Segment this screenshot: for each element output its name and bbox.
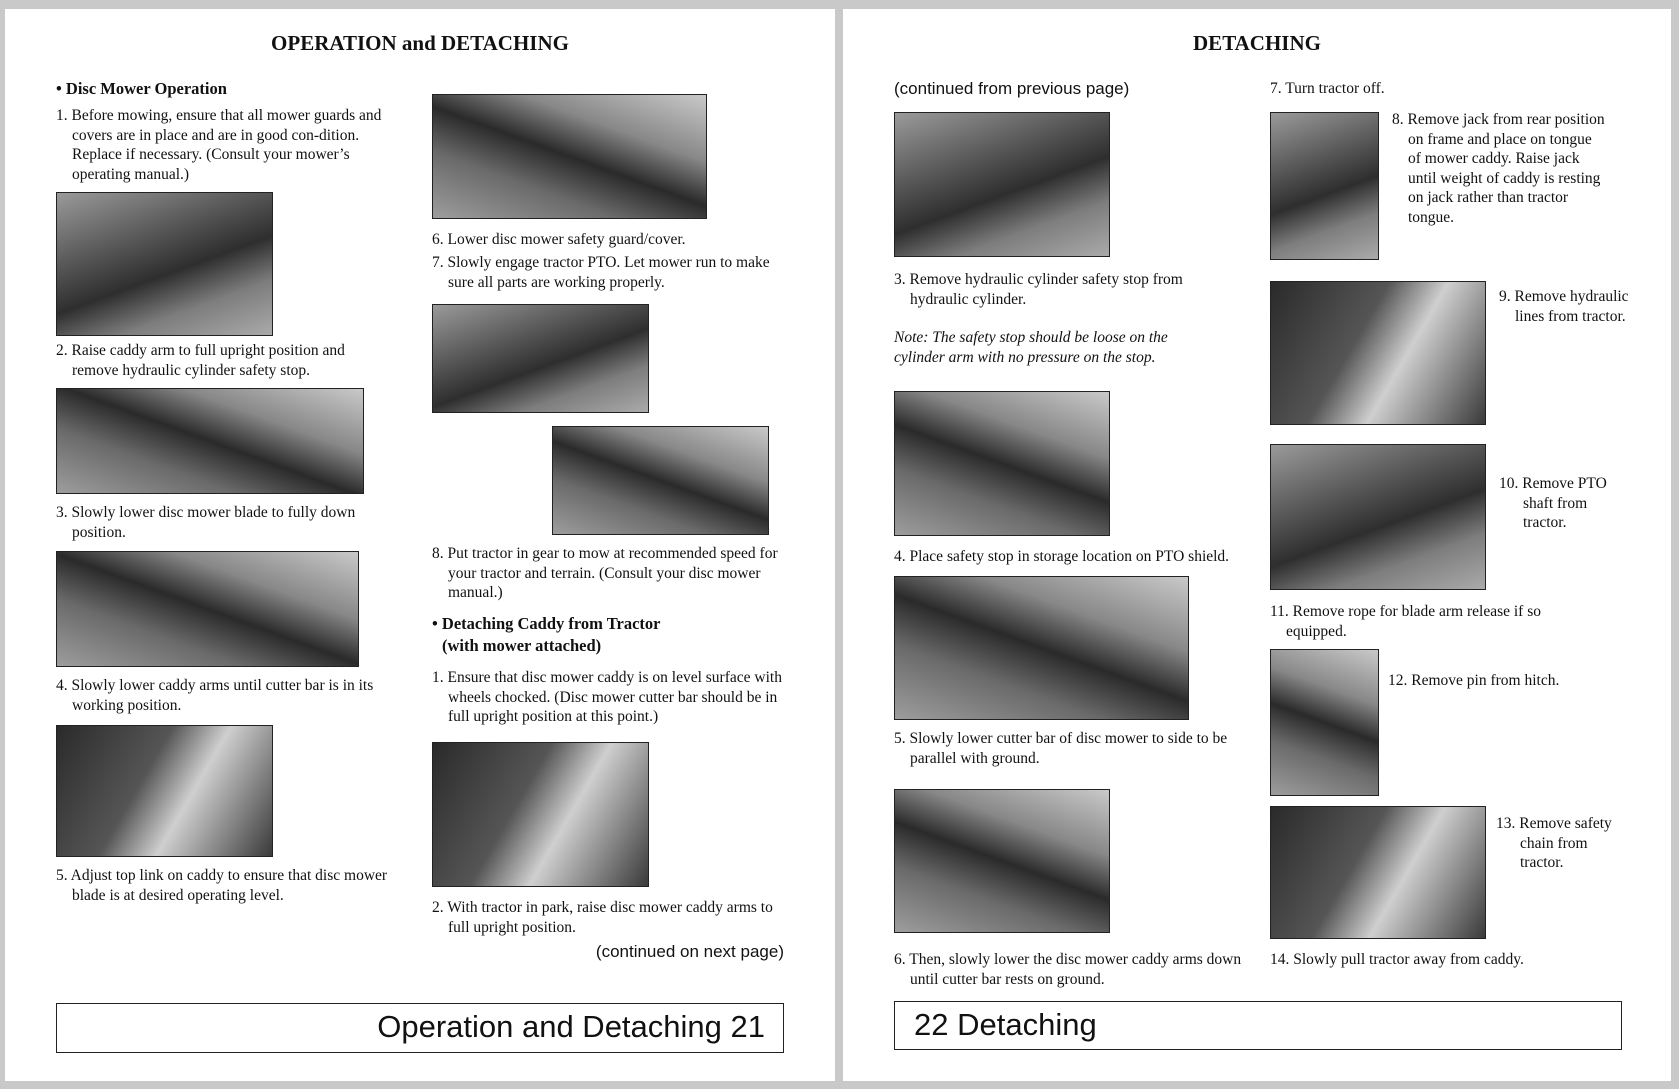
photo-safety-stop <box>56 192 273 336</box>
right-step-5: 5. Slowly lower cutter bar of disc mower to side to be parallel with ground. <box>894 730 1228 767</box>
section-heading-detaching-caddy <box>432 614 782 655</box>
photo-pto-shaft <box>1270 444 1486 590</box>
right-page-footer-text: 22 Detaching <box>914 1007 1097 1042</box>
photo-mower-blade-down <box>56 551 359 667</box>
right-step-7: 7. Turn tractor off. <box>1270 80 1385 97</box>
right-page-footer <box>894 1001 1622 1050</box>
photo-hitch-pin <box>1270 649 1379 796</box>
left-page-footer-text: Operation and Detaching 21 <box>377 1009 765 1044</box>
photo-hydraulic-lines <box>1270 281 1486 425</box>
photo-caddy-arms <box>432 742 649 887</box>
right-page-title: DETACHING <box>1193 31 1321 55</box>
continued-next-page: (continued on next page) <box>595 942 784 961</box>
photo-safety-stop-removal <box>894 112 1110 257</box>
section-heading-line2: (with mower attached) <box>442 635 602 655</box>
right-step-6: 6. Then, slowly lower the disc mower caddy arms down until cutter bar rests on ground. <box>894 951 1242 988</box>
photo-mowing <box>552 426 769 535</box>
safety-stop-note: Note: The safety stop should be loose on the cylinder arm with no pressure on the stop. <box>894 329 1168 366</box>
step-5: 5. Adjust top link on caddy to ensure that disc mower blade is at desired operating level. <box>56 867 388 904</box>
step-2: 2. Raise caddy arm to full upright position and remove hydraulic cylinder safety stop. <box>56 342 345 379</box>
right-step-4: 4. Place safety stop in storage location on PTO shield. <box>894 548 1230 565</box>
photo-safety-guard <box>432 94 707 219</box>
right-step-13: 13. Remove safety chain from tractor. <box>1496 815 1612 871</box>
right-step-3: 3. Remove hydraulic cylinder safety stop from hydraulic cylinder. <box>894 271 1183 308</box>
right-step-14: 14. Slowly pull tractor away from caddy. <box>1270 951 1524 968</box>
detach-step-2: 2. With tractor in park, raise disc mower caddy arms to full upright position. <box>432 899 773 936</box>
continued-previous-page: (continued from previous page) <box>894 79 1130 98</box>
step-1: 1. Before mowing, ensure that all mower guards and covers are in place and are in good con-dition. Replace if necessary. (Consult your mower’s operating manual.) <box>56 107 382 183</box>
left-page-footer <box>56 1003 784 1053</box>
right-step-10: 10. Remove PTO shaft from tractor. <box>1499 475 1607 531</box>
step-8: 8. Put tractor in gear to mow at recommended speed for your tractor and terrain. (Consult your disc mower manual.) <box>432 545 778 601</box>
photo-mower-caddy-raised <box>56 388 364 494</box>
detach-step-1: 1. Ensure that disc mower caddy is on level surface with wheels chocked. (Disc mower cutter bar should be in full upright position at this point.) <box>432 669 782 725</box>
section-heading-line1: • Detaching Caddy from Tractor <box>432 614 661 633</box>
step-6: 6. Lower disc mower safety guard/cover. <box>432 231 686 248</box>
photo-top-link <box>56 725 273 857</box>
left-page-title: OPERATION and DETACHING <box>271 31 569 55</box>
photo-jack <box>1270 112 1379 260</box>
photo-cutter-bar-lowered <box>894 576 1189 720</box>
right-step-9: 9. Remove hydraulic lines from tractor. <box>1499 288 1629 325</box>
photo-caddy-arms-down <box>894 789 1110 933</box>
right-step-11: 11. Remove rope for blade arm release if so equipped. <box>1270 603 1542 640</box>
photo-mower-running <box>432 304 649 413</box>
step-7: 7. Slowly engage tractor PTO. Let mower run to make sure all parts are working properly. <box>432 254 770 291</box>
right-step-8: 8. Remove jack from rear position on frame and place on tongue of mower caddy. Raise jack until weight of caddy is resting on jack rather than tractor tongue. <box>1392 111 1605 226</box>
step-4: 4. Slowly lower caddy arms until cutter bar is in its working position. <box>56 677 374 714</box>
photo-storage-location <box>894 391 1110 536</box>
step-3: 3. Slowly lower disc mower blade to fully down position. <box>56 504 356 541</box>
right-step-12: 12. Remove pin from hitch. <box>1388 672 1560 689</box>
section-heading-disc-mower-operation: • Disc Mower Operation <box>56 79 227 98</box>
photo-safety-chain <box>1270 806 1486 939</box>
